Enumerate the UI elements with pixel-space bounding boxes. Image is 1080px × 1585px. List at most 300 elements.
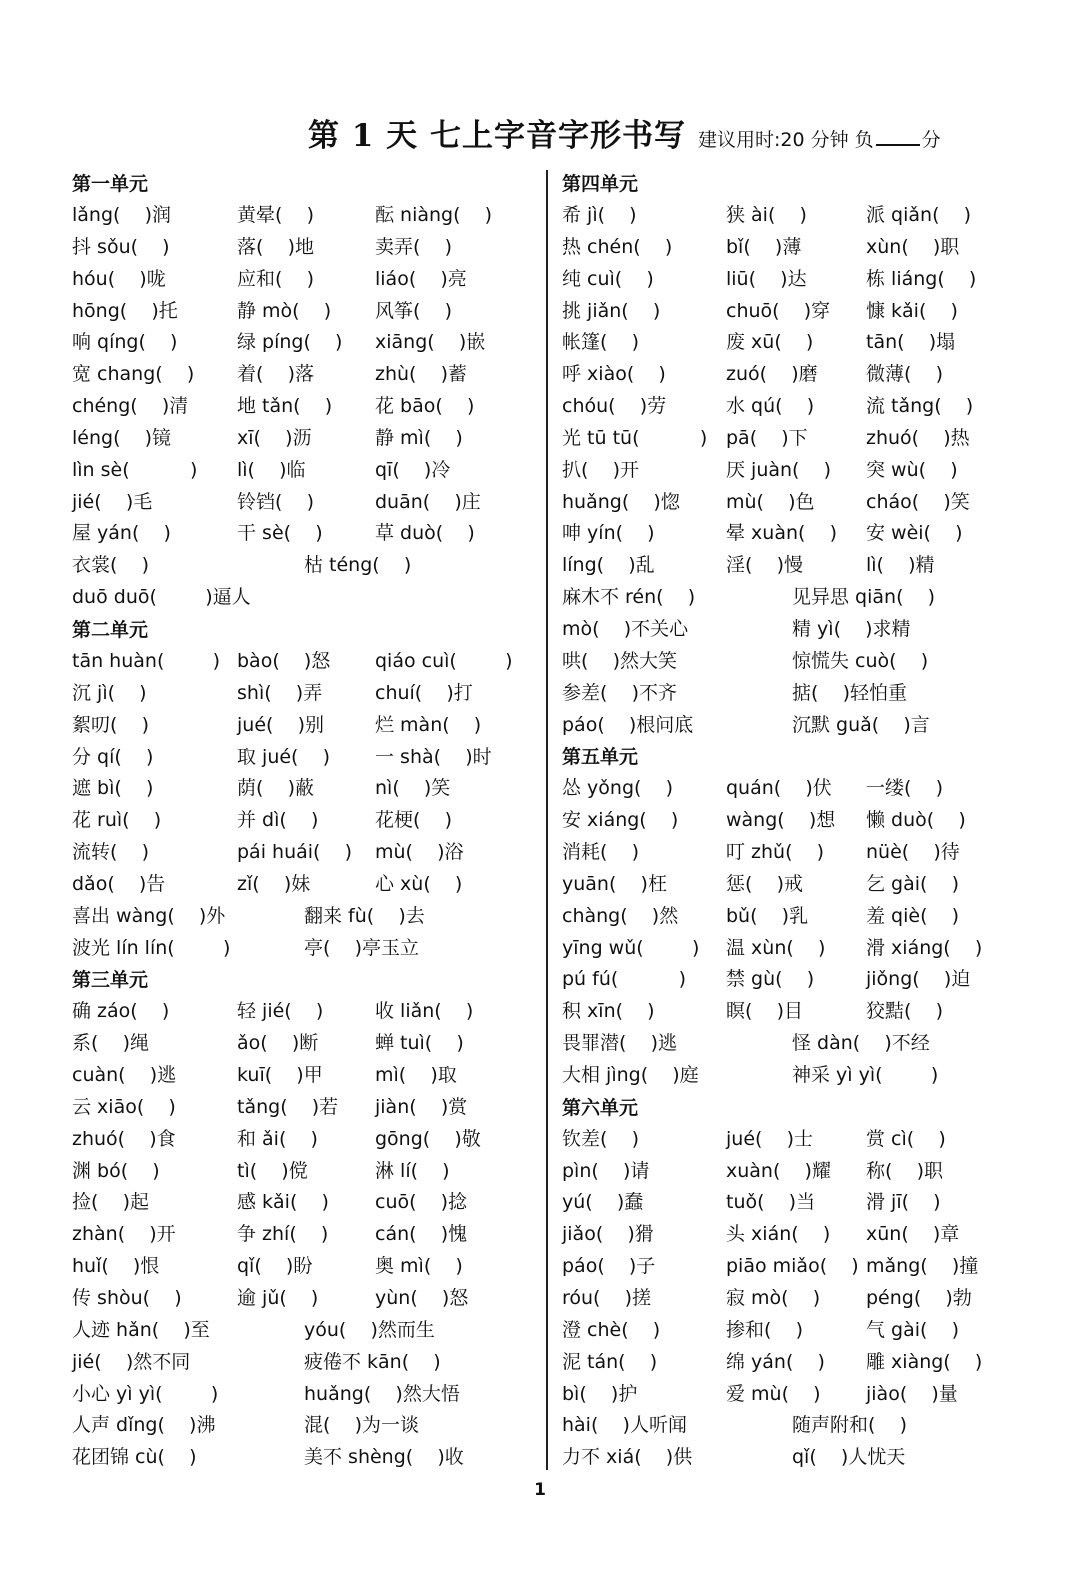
exercise-item[interactable]: jué( )别: [237, 713, 324, 736]
exercise-row: [72, 742, 537, 774]
exercise-item[interactable]: cháo( )笑: [866, 490, 970, 513]
unit-section: [72, 614, 537, 964]
exercise-row: [562, 264, 1042, 296]
exercise-item[interactable]: mò( )不关心: [562, 617, 689, 640]
exercise-row: [562, 646, 1042, 678]
exercise-row: [72, 1315, 537, 1347]
exercise-item[interactable]: 铃铛( ): [237, 490, 314, 513]
exercise-item[interactable]: quán( )伏: [726, 777, 832, 800]
exercise-item[interactable]: jiào( )量: [866, 1382, 958, 1405]
exercise-item[interactable]: 疲倦不 kān( ): [304, 1350, 441, 1373]
exercise-item[interactable]: 捡( )起: [72, 1191, 149, 1214]
exercise-item[interactable]: 流 tǎng( ): [866, 395, 974, 418]
unit-title: 第三单元: [72, 969, 149, 992]
exercise-item[interactable]: zuó( )磨: [726, 363, 818, 386]
hint-prefix: 建议用时:20 分钟 负: [697, 129, 874, 151]
exercise-item[interactable]: 澄 chè( ): [562, 1318, 661, 1341]
exercise-row: [72, 869, 537, 901]
exercise-item[interactable]: 烂 màn( ): [375, 713, 482, 736]
exercise-item[interactable]: 狡黠( ): [866, 1000, 943, 1023]
exercise-row: [72, 391, 537, 423]
exercise-item[interactable]: pái huái( ): [237, 841, 353, 864]
exercise-item[interactable]: 狭 ài( ): [726, 204, 807, 226]
exercise-item[interactable]: lì( )临: [237, 458, 306, 481]
exercise-row: [562, 1442, 1042, 1474]
exercise-item[interactable]: 赏 cì( ): [866, 1127, 946, 1150]
exercise-item[interactable]: 混( )为一谈: [304, 1414, 419, 1437]
exercise-item[interactable]: liū( )达: [726, 267, 807, 290]
exercise-row: [562, 1124, 1042, 1156]
exercise-item[interactable]: 取 jué( ): [237, 745, 331, 768]
exercise-item[interactable]: 气 gài( ): [866, 1318, 960, 1341]
exercise-row: [72, 933, 537, 965]
exercise-item[interactable]: 呼 xiào( ): [562, 363, 666, 386]
exercise-item[interactable]: 和 ǎi( ): [237, 1127, 318, 1150]
exercise-row: [562, 614, 1042, 646]
exercise-item[interactable]: 絮叨( ): [72, 713, 149, 736]
exercise-item[interactable]: 流转( ): [72, 841, 149, 864]
exercise-row: [72, 550, 537, 582]
exercise-item[interactable]: 微薄( ): [866, 363, 943, 386]
exercise-item[interactable]: 应和( ): [237, 267, 314, 290]
exercise-item[interactable]: 大相 jìng( )庭: [562, 1063, 699, 1086]
exercise-item[interactable]: 淫( )慢: [726, 554, 803, 577]
exercise-item[interactable]: lìn sè( ): [72, 458, 198, 481]
exercise-row: [562, 487, 1042, 519]
exercise-item[interactable]: 爱 mù( ): [726, 1382, 821, 1405]
exercise-item[interactable]: zhuó( )食: [72, 1127, 176, 1150]
exercise-item[interactable]: 挑 jiǎn( ): [562, 299, 661, 322]
exercise-item[interactable]: 蝉 tuì( ): [375, 1032, 464, 1055]
exercise-item[interactable]: 瞑( )目: [726, 1000, 803, 1023]
exercise-item[interactable]: 逾 jǔ( ): [237, 1287, 319, 1309]
exercise-item[interactable]: 泥 tán( ): [562, 1350, 658, 1373]
exercise-item[interactable]: 一 shà( )时: [375, 745, 492, 768]
exercise-item[interactable]: 卖弄( ): [375, 235, 452, 258]
exercise-item[interactable]: pìn( )请: [562, 1159, 650, 1182]
exercise-item[interactable]: 呻 yín( ): [562, 522, 655, 545]
exercise-row: [72, 1410, 537, 1442]
exercise-item[interactable]: xùn( )职: [866, 235, 960, 258]
exercise-item[interactable]: chàng( )然: [562, 904, 679, 927]
exercise-item[interactable]: 畏罪潜( )逃: [562, 1032, 677, 1055]
exercise-item[interactable]: 掺和( ): [726, 1318, 803, 1341]
unit-title: 第四单元: [562, 173, 639, 195]
score-blank-line[interactable]: [876, 126, 920, 146]
exercise-item[interactable]: 感 kǎi( ): [237, 1191, 329, 1214]
exercise-item[interactable]: yuān( )枉: [562, 872, 667, 895]
exercise-item[interactable]: zǐ( )妹: [237, 872, 311, 895]
exercise-item[interactable]: 掂( )轻怕重: [792, 681, 907, 704]
exercise-item[interactable]: 花 ruì( ): [72, 809, 162, 832]
exercise-item[interactable]: 安 xiáng( ): [562, 809, 679, 832]
exercise-row: [562, 710, 1042, 742]
exercise-item[interactable]: jié( )毛: [72, 490, 153, 513]
exercise-item[interactable]: xiāng( )嵌: [375, 331, 486, 354]
left-column: [72, 168, 537, 1474]
exercise-item[interactable]: kuī( )甲: [237, 1064, 323, 1087]
exercise-item[interactable]: 心 xù( ): [375, 872, 463, 895]
exercise-item[interactable]: 遮 bì( ): [72, 777, 154, 800]
exercise-item[interactable]: yú( )蠢: [562, 1191, 644, 1214]
exercise-row: [72, 1156, 537, 1188]
exercise-item[interactable]: 懒 duò( ): [866, 809, 966, 832]
exercise-row: [562, 1315, 1042, 1347]
exercise-row: [562, 296, 1042, 328]
exercise-item[interactable]: 哄( )然大笑: [562, 649, 677, 672]
exercise-item[interactable]: 亭( )亭玉立: [304, 936, 419, 959]
exercise-item[interactable]: nì( )笑: [375, 777, 451, 800]
exercise-row: [72, 805, 537, 837]
exercise-row: [72, 1379, 537, 1411]
exercise-item[interactable]: 荫( )蔽: [237, 777, 314, 800]
exercise-row: [562, 933, 1042, 965]
exercise-item[interactable]: 水 qú( ): [726, 395, 815, 418]
exercise-item[interactable]: 光 tū tū( ): [562, 426, 708, 449]
exercise-item[interactable]: 纯 cuì( ): [562, 267, 654, 290]
exercise-item[interactable]: 怪 dàn( )不经: [792, 1032, 930, 1055]
exercise-item[interactable]: shì( )弄: [237, 681, 323, 704]
exercise-item[interactable]: 花 bāo( ): [375, 395, 475, 418]
exercise-item[interactable]: 栋 liáng( ): [866, 267, 977, 290]
exercise-item[interactable]: róu( )搓: [562, 1287, 652, 1309]
exercise-item[interactable]: 滑 jī( ): [866, 1191, 941, 1214]
hint-suffix: 分: [921, 129, 941, 151]
exercise-item[interactable]: xuàn( )耀: [726, 1159, 831, 1182]
exercise-item[interactable]: hóu( )咙: [72, 267, 166, 290]
exercise-item[interactable]: qī( )冷: [375, 458, 451, 481]
exercise-item[interactable]: 地 tǎn( ): [237, 395, 333, 418]
exercise-row: [72, 646, 537, 678]
exercise-item[interactable]: 积 xīn( ): [562, 1000, 655, 1023]
exercise-item[interactable]: páo( )根问底: [562, 713, 694, 736]
exercise-row: [72, 1283, 537, 1315]
exercise-item[interactable]: pú fú( ): [562, 968, 687, 991]
exercise-row: [72, 582, 537, 614]
exercise-item[interactable]: 花团锦 cù( ): [72, 1446, 197, 1469]
exercise-item[interactable]: 热 chén( ): [562, 235, 673, 258]
exercise-item[interactable]: piāo miǎo( ): [726, 1255, 859, 1278]
exercise-item[interactable]: 奥 mì( ): [375, 1255, 463, 1278]
exercise-item[interactable]: zhuó( )热: [866, 426, 970, 449]
exercise-row: [72, 1347, 537, 1379]
exercise-item[interactable]: 希 jì( ): [562, 204, 637, 226]
exercise-row: [72, 200, 537, 232]
right-column: [562, 168, 1042, 1474]
exercise-row: [562, 1347, 1042, 1379]
exercise-row: [72, 232, 537, 264]
page-number: 1: [534, 1480, 546, 1500]
exercise-item[interactable]: 枯 téng( ): [304, 554, 412, 577]
page-header: [308, 110, 1048, 160]
exercise-row: [562, 964, 1042, 996]
exercise-row: [562, 773, 1042, 805]
exercise-row: [562, 1156, 1042, 1188]
unit-section: [562, 168, 1042, 741]
exercise-item[interactable]: 沉 jì( ): [72, 681, 147, 704]
exercise-item[interactable]: 绿 píng( ): [237, 331, 343, 354]
exercise-item[interactable]: 雕 xiàng( ): [866, 1350, 983, 1373]
exercise-item[interactable]: 并 dì( ): [237, 809, 319, 832]
exercise-row: [562, 996, 1042, 1028]
exercise-row: [72, 1124, 537, 1156]
exercise-item[interactable]: tǎng( )若: [237, 1095, 339, 1118]
exercise-item[interactable]: 惩( )戒: [726, 872, 803, 895]
unit-title: 第二单元: [72, 618, 149, 641]
exercise-item[interactable]: 神采 yì yì( ): [792, 1063, 939, 1086]
exercise-row: [562, 232, 1042, 264]
exercise-item[interactable]: 扒( )开: [562, 458, 639, 481]
exercise-row: [562, 582, 1042, 614]
exercise-item[interactable]: 惊慌失 cuò( ): [792, 649, 929, 672]
exercise-item[interactable]: páo( )子: [562, 1255, 656, 1278]
exercise-item[interactable]: hōng( )托: [72, 299, 178, 322]
exercise-item[interactable]: 花梗( ): [375, 809, 452, 832]
exercise-item[interactable]: 晕 xuàn( ): [726, 522, 837, 545]
exercise-item[interactable]: 寂 mò( ): [726, 1287, 821, 1309]
exercise-item[interactable]: 轻 jié( ): [237, 1000, 324, 1023]
exercise-item[interactable]: wàng( )想: [726, 809, 836, 832]
exercise-item[interactable]: 沉默 guǎ( )言: [792, 713, 930, 736]
exercise-row: [562, 1028, 1042, 1060]
exercise-item[interactable]: 废 xū( ): [726, 331, 814, 354]
exercise-row: [72, 455, 537, 487]
exercise-item[interactable]: 见异思 qiān( ): [792, 586, 936, 609]
exercise-item[interactable]: qǐ( )人忧天: [792, 1446, 906, 1469]
exercise-item[interactable]: cán( )愧: [375, 1223, 468, 1246]
exercise-item[interactable]: mù( )色: [726, 490, 815, 513]
exercise-item[interactable]: 着( )落: [237, 363, 314, 386]
exercise-row: [562, 200, 1042, 232]
exercise-item[interactable]: 派 qiǎn( ): [866, 204, 972, 226]
exercise-row: [562, 550, 1042, 582]
exercise-row: [72, 837, 537, 869]
exercise-item[interactable]: liáo( )亮: [375, 267, 467, 290]
exercise-item[interactable]: 随声附和( ): [792, 1414, 907, 1437]
exercise-item[interactable]: 厌 juàn( ): [726, 458, 832, 481]
exercise-item[interactable]: nüè( )待: [866, 841, 960, 864]
exercise-item[interactable]: jiàn( )赏: [375, 1095, 468, 1118]
exercise-row: [72, 773, 537, 805]
exercise-row: [72, 518, 537, 550]
exercise-item[interactable]: bì( )护: [562, 1382, 638, 1405]
exercise-row: [562, 837, 1042, 869]
exercise-item[interactable]: lǎng( )润: [72, 204, 172, 226]
unit-section: [72, 964, 537, 1474]
exercise-item[interactable]: ǎo( )断: [237, 1032, 319, 1055]
exercise-item[interactable]: jié( )然不同: [72, 1350, 191, 1373]
exercise-row: [72, 1028, 537, 1060]
exercise-item[interactable]: 钦差( ): [562, 1127, 639, 1150]
exercise-item[interactable]: mì( )取: [375, 1064, 457, 1087]
exercise-item[interactable]: zhàn( )开: [72, 1223, 176, 1246]
exercise-row: [72, 1251, 537, 1283]
exercise-row: [562, 869, 1042, 901]
exercise-item[interactable]: duān( )庄: [375, 490, 481, 513]
exercise-item[interactable]: 宽 chang( ): [72, 363, 195, 386]
exercise-item[interactable]: 衣裳( ): [72, 554, 149, 577]
exercise-item[interactable]: yóu( )然而生: [304, 1318, 435, 1341]
exercise-item[interactable]: 慷 kǎi( ): [866, 299, 958, 322]
exercise-item[interactable]: 突 wù( ): [866, 458, 958, 481]
exercise-item[interactable]: 美不 shèng( )收: [304, 1446, 464, 1469]
exercise-row: [562, 901, 1042, 933]
unit-title: 第一单元: [72, 173, 149, 195]
exercise-item[interactable]: 称( )职: [866, 1159, 943, 1182]
exercise-row: [562, 455, 1042, 487]
exercise-item[interactable]: jué( )士: [726, 1127, 813, 1150]
exercise-item[interactable]: 乞 gài( ): [866, 872, 960, 895]
exercise-row: [72, 1219, 537, 1251]
exercise-item[interactable]: 静 mì( ): [375, 426, 463, 449]
exercise-row: [562, 1410, 1042, 1442]
exercise-item[interactable]: gōng( )敬: [375, 1127, 481, 1150]
exercise-row: [72, 264, 537, 296]
exercise-item[interactable]: 分 qí( ): [72, 745, 154, 768]
exercise-item[interactable]: zhù( )蓄: [375, 363, 468, 386]
exercise-item[interactable]: chuí( )打: [375, 681, 473, 704]
exercise-item[interactable]: duō duō( )逼人: [72, 586, 251, 609]
exercise-item[interactable]: 一缕( ): [866, 777, 943, 800]
exercise-item[interactable]: jiǒng( )迫: [866, 968, 971, 991]
exercise-item[interactable]: 黄晕( ): [237, 204, 314, 226]
exercise-item[interactable]: 屋 yán( ): [72, 522, 171, 545]
exercise-item[interactable]: cuō( )捻: [375, 1191, 468, 1214]
exercise-item[interactable]: huǎng( )惚: [562, 490, 680, 513]
exercise-item[interactable]: 云 xiāo( ): [72, 1095, 176, 1118]
unit-title: 第六单元: [562, 1096, 639, 1119]
exercise-item[interactable]: 安 wèi( ): [866, 522, 963, 545]
exercise-row: [72, 1187, 537, 1219]
exercise-item[interactable]: qiáo cuì( ): [375, 649, 513, 672]
exercise-item[interactable]: 人迹 hǎn( )至: [72, 1318, 210, 1341]
exercise-item[interactable]: 淋 lí( ): [375, 1159, 450, 1182]
exercise-item[interactable]: léng( )镜: [72, 426, 172, 449]
exercise-item[interactable]: 干 sè( ): [237, 522, 323, 545]
exercise-item[interactable]: 头 xián( ): [726, 1223, 831, 1246]
exercise-item[interactable]: 小心 yì yì( ): [72, 1382, 219, 1405]
exercise-item[interactable]: chuō( )穿: [726, 299, 831, 322]
exercise-item[interactable]: 温 xùn( ): [726, 936, 826, 959]
exercise-row: [562, 423, 1042, 455]
exercise-item[interactable]: 喜出 wàng( )外: [72, 904, 226, 927]
exercise-item[interactable]: mǎng( )撞: [866, 1255, 979, 1278]
exercise-item[interactable]: 禁 gù( ): [726, 968, 815, 991]
exercise-item[interactable]: pā( )下: [726, 426, 808, 449]
exercise-row: [562, 678, 1042, 710]
exercise-item[interactable]: 羞 qiè( ): [866, 904, 960, 927]
exercise-item[interactable]: tì( )傥: [237, 1159, 308, 1182]
exercise-item[interactable]: 渊 bó( ): [72, 1159, 160, 1182]
exercise-item[interactable]: chóu( )劳: [562, 395, 667, 418]
time-score-hint: [698, 129, 941, 151]
exercise-item[interactable]: 消耗( ): [562, 841, 639, 864]
exercise-item[interactable]: 确 záo( ): [72, 1000, 170, 1023]
exercise-row: [562, 1251, 1042, 1283]
exercise-item[interactable]: 系( )绳: [72, 1032, 149, 1055]
exercise-item[interactable]: péng( )勃: [866, 1287, 972, 1309]
exercise-row: [562, 391, 1042, 423]
exercise-item[interactable]: 响 qíng( ): [72, 331, 178, 354]
exercise-item[interactable]: 静 mò( ): [237, 299, 332, 322]
unit-section: [562, 1092, 1042, 1474]
column-divider: [546, 170, 548, 1470]
exercise-item[interactable]: tān( )塌: [866, 331, 956, 354]
exercise-item[interactable]: yùn( )怒: [375, 1287, 469, 1309]
exercise-item[interactable]: 帐篷( ): [562, 331, 639, 354]
exercise-item[interactable]: tān huàn( ): [72, 649, 221, 672]
exercise-row: [72, 423, 537, 455]
exercise-item[interactable]: huǎng( )然大悟: [304, 1382, 460, 1405]
exercise-item[interactable]: 落( )地: [237, 235, 314, 258]
exercise-item[interactable]: qǐ( )盼: [237, 1255, 313, 1278]
exercise-item[interactable]: 怂 yǒng( ): [562, 777, 673, 800]
unit-title: 第五单元: [562, 746, 639, 769]
exercise-row: [72, 710, 537, 742]
exercise-item[interactable]: 叮 zhǔ( ): [726, 841, 825, 864]
exercise-row: [562, 1187, 1042, 1219]
exercise-item[interactable]: xī( )沥: [237, 426, 312, 449]
exercise-row: [562, 327, 1042, 359]
exercise-item[interactable]: chéng( )清: [72, 395, 189, 418]
exercise-item[interactable]: 参差( )不齐: [562, 681, 677, 704]
exercise-item[interactable]: 人声 dǐng( )沸: [72, 1414, 216, 1437]
exercise-row: [72, 996, 537, 1028]
exercise-item[interactable]: 波光 lín lín( ): [72, 936, 231, 959]
exercise-item[interactable]: lì( )精: [866, 554, 935, 577]
exercise-item[interactable]: 风筝( ): [375, 299, 452, 322]
exercise-item[interactable]: yīng wǔ( ): [562, 936, 700, 959]
exercise-item[interactable]: 滑 xiáng( ): [866, 936, 983, 959]
exercise-row: [72, 1060, 537, 1092]
exercise-item[interactable]: dǎo( )告: [72, 872, 166, 895]
exercise-item[interactable]: 麻木不 rén( ): [562, 586, 696, 609]
exercise-item[interactable]: 绵 yán( ): [726, 1350, 825, 1373]
exercise-item[interactable]: bào( )怒: [237, 649, 331, 672]
unit-section: [562, 741, 1042, 1091]
exercise-item[interactable]: hài( )人听闻: [562, 1414, 687, 1437]
exercise-item[interactable]: cuàn( )逃: [72, 1064, 177, 1087]
exercise-row: [562, 1283, 1042, 1315]
exercise-item[interactable]: mù( )浴: [375, 841, 464, 864]
exercise-item[interactable]: 酝 niàng( ): [375, 204, 493, 226]
exercise-item[interactable]: tuǒ( )当: [726, 1191, 816, 1214]
exercise-row: [72, 359, 537, 391]
page-title: 第 1 天 七上字音字形书写: [308, 118, 686, 154]
exercise-item[interactable]: líng( )乱: [562, 554, 655, 577]
exercise-item[interactable]: bǐ( )薄: [726, 235, 802, 258]
exercise-item[interactable]: 抖 sǒu( ): [72, 235, 170, 258]
exercise-row: [72, 901, 537, 933]
exercise-item[interactable]: huǐ( )恨: [72, 1255, 160, 1278]
exercise-item[interactable]: 精 yì( )求精: [792, 617, 911, 640]
exercise-item[interactable]: xūn( )章: [866, 1223, 960, 1246]
exercise-item[interactable]: 翻来 fù( )去: [304, 904, 425, 927]
exercise-row: [562, 1060, 1042, 1092]
exercise-item[interactable]: 传 shòu( ): [72, 1287, 182, 1309]
exercise-row: [562, 805, 1042, 837]
exercise-row: [562, 1379, 1042, 1411]
exercise-row: [72, 1442, 537, 1474]
exercise-row: [72, 487, 537, 519]
exercise-item[interactable]: bǔ( )乳: [726, 904, 809, 927]
exercise-item[interactable]: 争 zhí( ): [237, 1223, 329, 1246]
exercise-row: [72, 327, 537, 359]
exercise-item[interactable]: jiǎo( )猾: [562, 1223, 654, 1246]
exercise-item[interactable]: 收 liǎn( ): [375, 1000, 474, 1023]
exercise-item[interactable]: 力不 xiá( )供: [562, 1446, 693, 1469]
exercise-item[interactable]: 草 duò( ): [375, 522, 475, 545]
